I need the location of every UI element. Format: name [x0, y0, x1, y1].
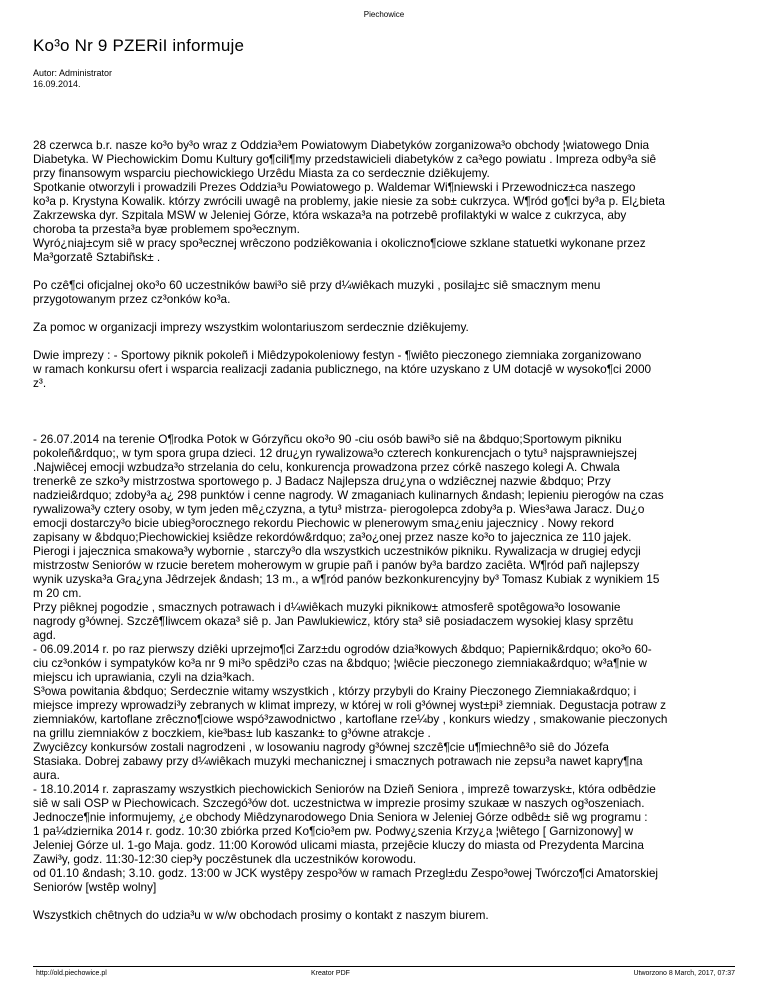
paragraph-contact: Wszystkich chêtnych do udzia³u w w/w obchodach prosimy o kontakt z naszym biurem.: [33, 908, 489, 922]
article-body: [33, 138, 743, 922]
article-title: Ko³o Nr 9 PZERiI informuje: [33, 36, 245, 55]
footer-url: http://old.piechowice.pl: [36, 970, 107, 977]
article-meta: [33, 68, 112, 90]
author-line: Autor: Administrator: [33, 68, 113, 78]
paragraph-two-events: Dwie imprezy : - Sportowy piknik pokoleñ i Miêdzypokoleniowy festyn - ¶wiêto pieczonego ziemniaka zorganizowano w ramach konkursu ofert i wsparcia realizacji zadania publicznego, na które uzyskano z UM dotacjê w wysoko¶ci 2000 z³.: [33, 348, 652, 390]
footer-created: Utworzono 8 March, 2017, 07:37: [633, 970, 735, 977]
paragraph-event-details: - 26.07.2014 na terenie O¶rodka Potok w Górzyñcu oko³o 90 -ciu osób bawi³o siê na &bdquo;Sportowym pikniku pokoleñ&rdquo;, w tym spora grupa dzieci. 12 dru¿yn rywalizowa³o czterech konkurencjach o tytu³ najsprawniejszej .Najwiêcej emocji wzbudza³o strzelania do celu, konkurencja prowadzona przez córkê naszego kolegi A. Chwala trenerkê ze szko³y mistrzostwa sportowego p. J Badacz Najlepsza dru¿yna o wdziêcznej nazwie &bdquo; Przy nadziei&rdquo; zdoby³a a¿ 298 punktów i cenne nagrody. W zmaganiach kulinarnych &ndash; lepieniu pierogów na czas rywalizowa³y cztery osoby, w tym jeden mê¿czyzna, a tytu³ mistrza- pierogolepca zdoby³a p. Wies³awa Jaracz. Du¿o emocji dostarczy³o bicie ubieg³orocznego rekordu Piechowic w plenerowym sma¿eniu jajecznicy . Nowy rekord zapisany w &bdquo;Piechowickiej ksiêdze rekordów&rdquo; za³o¿onej przez nasze ko³o to jajecznica ze 110 jajek. Pierogi i jajecznica smakowa³y wybornie , starczy³o dla wszystkich uczestników pikniku. Rywalizacja w drugiej edycji mistrzostw Seniorów w rzucie beretem moherowym w grupie pañ i panów by³a bardzo zaciêta. W¶ród pañ najlepszy wynik uzyska³a Gra¿yna Jêdrzejek &ndash; 13 m., a w¶ród panów bezkonkurencyjny by³ Tomasz Kubiak z wynikiem 15 m 20 cm. Przy piêknej pogodzie , smacznych potrawach i d¼wiêkach muzyki piknikow± atmosferê spotêgowa³o losowanie nagrody g³ównej. Szczê¶liwcem okaza³ siê p. Jan Pawlukiewicz, który sta³ siê posiadaczem wysokiej klasy sprzêtu agd. - 06.09.2014 r. po raz pierwszy dziêki uprzejmo¶ci Zarz±du ogrodów dzia³kowych &bdquo; Papiernik&rdquo; oko³o 60- ciu cz³onków i sympatyków ko³a nr 9 mi³o spêdzi³o czas na &bdquo; ¦wiêcie pieczonego ziemniaka&rdquo; w³a¶nie w miejscu ich uprawiania, czyli na dzia³kach. S³owa powitania &bdquo; Serdecznie witamy wszystkich , którzy przybyli do Krainy Pieczonego Ziemniaka&rdquo; i miejsce imprezy wprowadzi³y zebranych w klimat imprezy, w której w roli g³ównej wyst±pi³ ziemniak. Degustacja potraw z ziemniaków, kartoflane zrêczno¶ciowe wspó³zawodnictwo , kartoflane rze¼by , konkurs wiedzy , smakowanie pieczonych na grillu ziemniaków z boczkiem, kie³bas± lub kaszank± to g³ówne atrakcje . Zwyciêzcy konkursów zostali nagrodzeni , w losowaniu nagrody g³ównej szczê¶cie u¶miechnê³o siê do Józefa Stasiaka. Dobrej zabawy przy d¼wiêkach muzyki mechanicznej i smacznych potrawach nie zepsu³a nawet kapry¶na aura. - 18.10.2014 r. zapraszamy wszystkich piechowickich Seniorów na Dzieñ Seniora , imprezê towarzysk±, która odbêdzie siê w sali OSP w Piechowicach. Szczegó³ów dot. uczestnictwa w imprezie prosimy szukaæ w naszych og³oszeniach. Jednocze¶nie informujemy, ¿e obchody Miêdzynarodowego Dnia Seniora w Jeleniej Górze odbêd± siê wg programu : 1 pa¼dziernika 2014 r. godz. 10:30 zbiórka przed Ko¶cio³em pw. Podwy¿szenia Krzy¿a ¦wiêtego [ Garnizonowy] w Jeleniej Górze ul. 1-go Maja. godz. 11:00 Korowód ulicami miasta, przejêcie kluczy do miasta od Prezydenta Marcina Zawi³y, godz. 11:30-12:30 ciep³y poczêstunek dla uczestników korowodu. od 01.10 &ndash; 3.10. godz. 13:00 w JCK wystêpy zespo³ów w ramach Przegl±du Zespo³owej Twórczo¶ci Amatorskiej Seniorów [wstêp wolny]: [33, 432, 668, 894]
paragraph-dinner: Po czê¶ci oficjalnej oko³o 60 uczestników bawi³o siê przy d¼wiêkach muzyki , posilaj±c siê smacznym menu przygotowanym przez cz³onków ko³a.: [33, 278, 601, 306]
paragraph-diabetes-day: 28 czerwca b.r. nasze ko³o by³o wraz z Oddzia³em Powiatowym Diabetyków zorganizowa³o obchody ¦wiatowego Dnia Diabetyka. W Piechowickim Domu Kultury go¶cili¶my przedstawicieli diabetyków z ca³ego powiatu . Impreza odby³a siê przy finansowym wsparciu piechowickiego Urzêdu Miasta za co serdecznie dziêkujemy. Spotkanie otworzyli i prowadzili Prezes Oddzia³u Powiatowego p. Waldemar Wi¶niewski i Przewodnicz±ca naszego ko³a p. Krystyna Kowalik. którzy zwrócili uwagê na problemy, jakie niesie za sob± cukrzyca. W¶ród go¶ci by³a p. El¿bieta Zakrzewska dyr. Szpitala MSW w Jeleniej Górze, która wskaza³a na potrzebê profilaktyki w walce z cukrzyca, aby choroba ta przesta³a byæ problemem spo³ecznym. Wyró¿niaj±cym siê w pracy spo³ecznej wrêczono podziêkowania i okoliczno¶ciowe szklane statuetki wykonane przez Ma³gorzatê Sztabiñsk± .: [33, 138, 665, 264]
paragraph-thanks: Za pomoc w organizacji imprezy wszystkim wolontariuszom serdecznie dziêkujemy.: [33, 320, 469, 334]
footer-generator: Kreator PDF: [311, 970, 350, 977]
footer-divider: [33, 966, 735, 967]
site-header: Piechowice: [363, 10, 405, 19]
publish-date: 16.09.2014.: [33, 79, 81, 89]
